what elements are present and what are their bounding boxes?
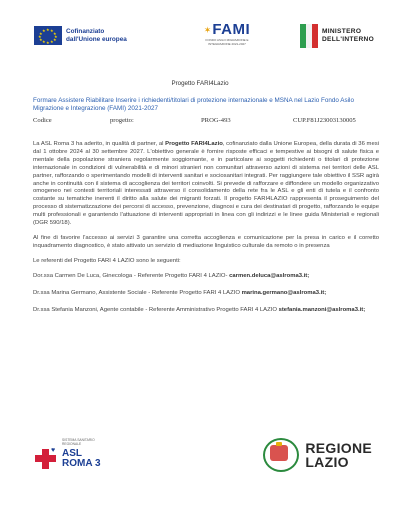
project-subtitle: Formare Assistere Riabilitare Inserire i richiedenti/titolari di protezione internazionale e MSNA nel Lazio Fondo Asilo Migrazione e Integrazione (FAMI) 2021-2027 [33, 97, 354, 113]
ministry-line2: DELL'INTERNO [321, 36, 374, 43]
asl-roma3-logo [34, 438, 102, 469]
italy-flag-icon [300, 24, 318, 48]
eu-logo-text [66, 28, 127, 44]
paragraph-referents-intro: Le referenti del Progetto FARI 4 LAZIO sono le seguenti: [33, 257, 181, 264]
eu-logo [34, 26, 127, 45]
eu-flag-icon: ★ ★ ★ ★ ★ ★ ★ ★ ★ ★ ★ ★ [34, 26, 62, 45]
fami-subtitle: FONDO ASILO MIGRAZIONE E INTEGRAZIONE 2021-2027 [205, 38, 249, 46]
asl-cross-icon: ♥ [34, 447, 56, 469]
regione-lazio-emblem-icon [263, 438, 299, 472]
referent-2-email[interactable]: marina.germano@aslroma3.it; [241, 289, 327, 296]
ministry-logo [300, 24, 374, 48]
code-label: Codice [33, 117, 52, 124]
eu-text-line1: Cofinanziato [66, 27, 105, 35]
fami-logo [200, 22, 254, 46]
ministry-text [322, 28, 374, 44]
prog-code: PROG-493 [201, 117, 231, 124]
ministry-line1: MINISTERO [321, 28, 362, 35]
regione-lazio-logo [263, 438, 372, 472]
fami-wordmark: FAMI [212, 21, 251, 38]
referent-1: Dor.ssa Carmen De Luca, Ginecologa - Referente Progetto FARI 4 LAZIO- carmen.deluca@aslroma3.it; [33, 272, 310, 279]
referent-1-email[interactable]: carmen.deluca@aslroma3.it; [229, 272, 310, 279]
project-name-bold: Progetto FARI4Lazio [165, 141, 223, 147]
project-label: progetto: [110, 117, 134, 124]
regione-lazio-name: REGIONE LAZIO [305, 440, 372, 470]
referent-2: Dr.ssa Marina Germano, Assistente Sociale - Referente Progetto FARI 4 LAZIO marina.germano@aslroma3.it; [33, 289, 327, 296]
asl-name: ASL ROMA 3 [62, 448, 101, 469]
eu-text-line2: dall'Unione europea [66, 35, 127, 43]
referent-3: Dr.ssa Stefania Manzoni, Agente contabile - Referente Amministrativo Progetto FARI 4 LAZIO stefania.manzoni@aslroma3.it; [33, 306, 366, 313]
asl-small-text: SISTEMA SANITARIO REGIONALE [62, 438, 95, 446]
paragraph-mediation: Al fine di favorire l'accesso ai servizi 3 garantire una corretta accoglienza e comunicazione per la presa in carico e il corretto inquadramento diagnostico, è stato attivato un servizio di mediazione linguistico culturale da remoto o in presenza [33, 234, 379, 249]
cup-code: CUP.F81J23003130005 [293, 117, 356, 124]
header-logos [34, 22, 374, 58]
fami-star-icon: ✶ [203, 24, 212, 35]
project-title: Progetto FARI4Lazio [171, 80, 229, 87]
referent-3-email[interactable]: stefania.manzoni@aslroma3.it; [278, 306, 366, 313]
body-text [33, 141, 379, 323]
paragraph-intro: La ASL Roma 3 ha aderito, in qualità di partner, al Progetto FARI4Lazio, cofinanziato dalla Unione Europea, della durata di 36 mesi dal 1 ottobre 2024 al 30 settembre 2027. L'obiettivo generale è fornire risposte efficaci e tempestive ai bisogni di salute fisica e mentale della popolazione straniera regolarmente soggiornante, e in particolare ai soggetti richiedenti o titolari di protezione internazionale in condizioni di vulnerabilità e di minori stranieri non comunitari attraverso azioni di sistema nei territori delle ASL partner, rafforzando o sperimentando modelli di interventi sanitari e sociosanitari integrati. Per raggiungere tale obiettivo il SSR agirà anche in continuità con il sistema di accoglienza dei territori coinvolti. Si prevede di rafforzare e diffondere un modello organizzativo omogeneo nei contesti territoriali interessati attraverso il consolidamento della rete fra le ASL e gli enti di tutela e il confronto costante su tematiche inerenti il diritto alla salute dei migranti forzati. Il progetto FARI4LAZIO rappresenta il proseguimento del processo di sistematizzazione dei percorsi di accesso, prevenzione, diagnosi e cura dei destinatari di progetto, rafforzando le equipe multi professionali e garantendo l'attuazione di interventi appropriati in linea con gli indirizzi e le linee guida Ministeriali e regionali (DGR 590/18). [33, 141, 379, 227]
